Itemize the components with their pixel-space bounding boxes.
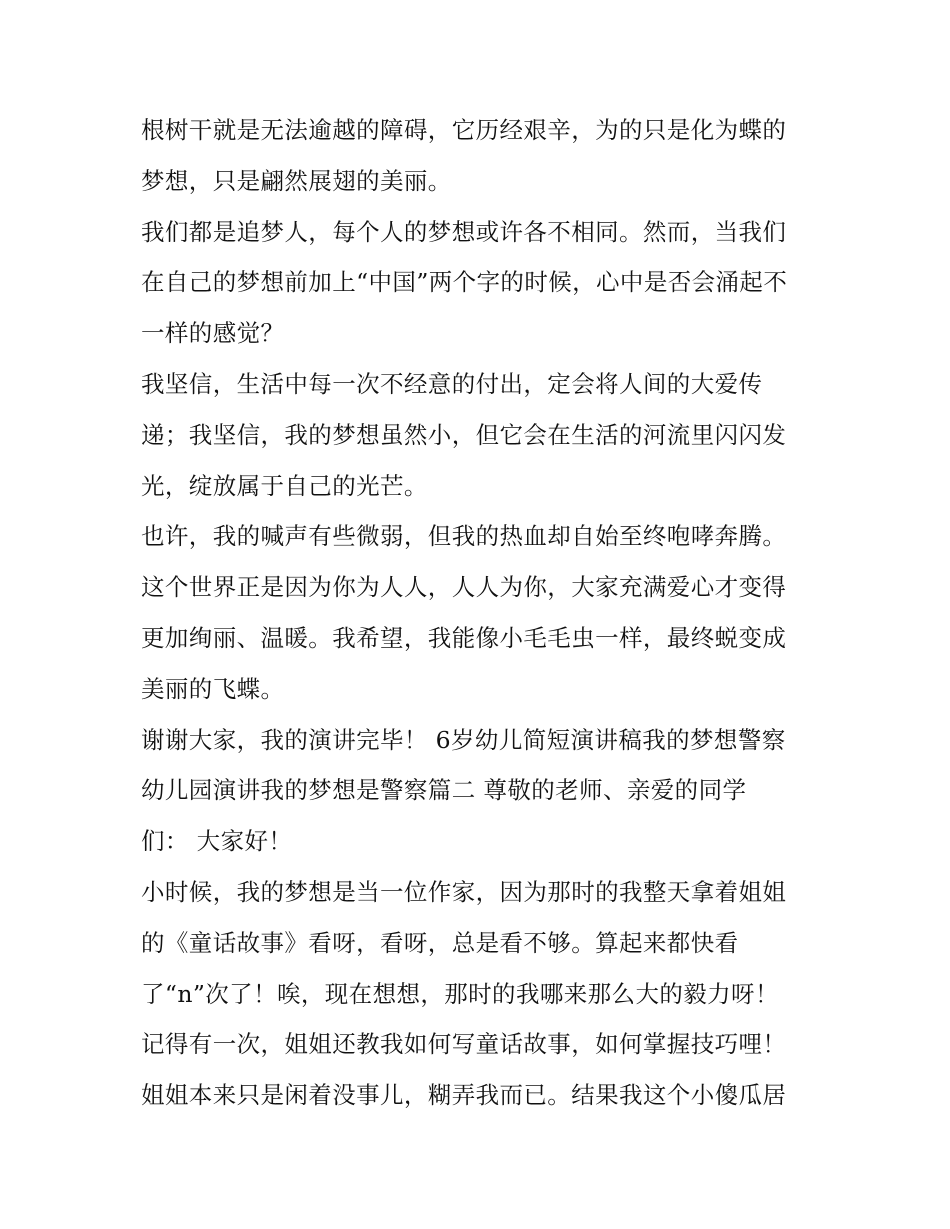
text-line: 们： 大家好！ [141, 827, 293, 856]
text-line: 光，绽放属于自己的光芒。 [141, 471, 428, 500]
text-line: 姐姐本来只是闲着没事儿，糊弄我而已。结果我这个小傻瓜居 [141, 1081, 787, 1110]
text-line: 记得有一次，姐姐还教我如何写童话故事，如何掌握技巧哩！ [141, 1030, 787, 1059]
text-line: 一样的感觉？ [141, 319, 285, 348]
text-line: 根树干就是无法逾越的障碍，它历经艰辛，为的只是化为蝶的 [141, 116, 787, 144]
text-line: 谢谢大家，我的演讲完毕！ 6岁幼儿简短演讲稿我的梦想警察 [141, 725, 786, 754]
text-line: 小时候，我的梦想是当一位作家，因为那时的我整天拿着姐姐 [141, 877, 787, 906]
text-line: 梦想，只是翩然展翅的美丽。 [141, 166, 452, 195]
text-line: 这个世界正是因为你为人人，人人为你，大家充满爱心才变得 [141, 573, 787, 602]
text-line: 我们都是追梦人，每个人的梦想或许各不相同。然而，当我们 [141, 217, 787, 246]
text-line: 的《童话故事》看呀，看呀，总是看不够。算起来都快看 [141, 928, 739, 957]
text-line: 在自己的梦想前加上“中国”两个字的时候，心中是否会涌起不 [141, 268, 788, 297]
text-line: 了“n”次了！唉，现在想想，那时的我哪来那么大的毅力呀！ [141, 979, 779, 1008]
text-line: 也许，我的喊声有些微弱，但我的热血却自始至终咆哮奔腾。 [141, 522, 787, 551]
text-line: 更加绚丽、温暖。我希望，我能像小毛毛虫一样，最终蜕变成 [141, 623, 787, 652]
text-line: 美丽的飞蝶。 [141, 674, 285, 703]
text-line: 递；我坚信，我的梦想虽然小，但它会在生活的河流里闪闪发 [141, 420, 787, 449]
text-line: 我坚信，生活中每一次不经意的付出，定会将人间的大爱传 [141, 369, 763, 398]
text-line: 幼儿园演讲我的梦想是警察篇二 尊敬的老师、亲爱的同学 [141, 776, 747, 805]
body-text [141, 110, 821, 1126]
